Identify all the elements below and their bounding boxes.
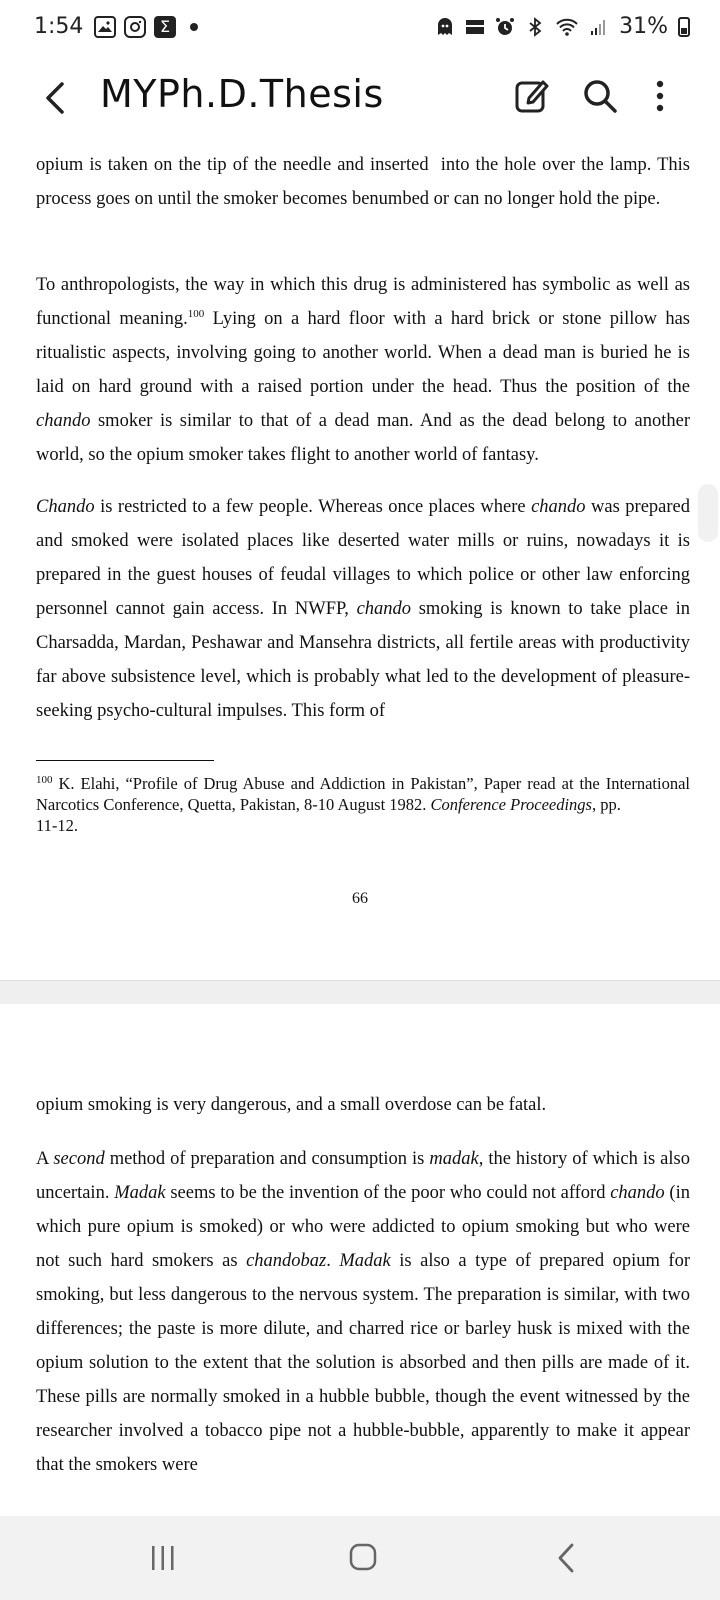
gallery-icon (94, 16, 116, 38)
alarm-icon (495, 17, 515, 37)
paragraph: opium is taken on the tip of the needle and inserted into the hole over the lamp. This process goes on until the smoker becomes benumbed or can no longer hold the pipe. (36, 155, 690, 209)
footnote-text: K. Elahi, “Profile of Drug Abuse and Addiction in Pakistan”, Paper read at the International Narcotics Conference, Quetta, Pakistan, 8-10 August 1982. Conference Proceedings, pp. 11-12. (36, 774, 690, 835)
document-page-67[interactable] (0, 1004, 720, 1516)
paragraph: opium smoking is very dangerous, and a small overdose can be fatal. (36, 1095, 547, 1115)
footnote-rule (36, 760, 214, 761)
recents-icon[interactable] (148, 1544, 178, 1572)
ghost-app-icon (435, 17, 455, 37)
more-vertical-icon[interactable] (648, 76, 672, 116)
wifi-icon (555, 17, 579, 37)
page-number: 66 (352, 890, 368, 907)
document-page-66[interactable] (0, 140, 720, 980)
notification-icons (94, 16, 198, 38)
sim-icon (465, 17, 485, 37)
scrollbar-thumb[interactable] (698, 484, 718, 542)
navigation-bar (0, 1516, 720, 1600)
battery-percent: 31% (619, 14, 668, 39)
paragraph: To anthropologists, the way in which this drug is administered has symbolic as well as functional meaning.$^{100}$ Lying on a hard floor with a hard brick or stone pillow has ritualistic aspects, involving going to another world. When a dead man is buried he is laid on hard ground with a raised portion under the head. Thus the position of the chando smoker is similar to that of a dead man. And as the dead belong to another world, so the opium smoker takes flight to another world of fantasy. (36, 275, 690, 465)
sigma-icon: Σ (154, 16, 176, 38)
paragraph: A second method of preparation and consumption is madak, the history of which is also uncertain. Madak seems to be the invention of the poor who could not afford chando (in which pure opium is smoked) or who were addicted to opium smoking but who were not such hard smokers as chandobaz. Madak is also a type of prepared opium for smoking, but less dangerous to the nervous system. The preparation is similar, with two differences; the paste is more dilute, and charred rice or barley husk is mixed with the opium solution to the extent that the solution is absorbed and then pills are made of it. These pills are normally smoked in a hubble bubble, though the event witnessed by the researcher involved a tobacco pipe not a hubble-bubble, apparently to make it appear that the smokers were (36, 1149, 691, 1475)
status-bar (0, 0, 720, 56)
instagram-icon (124, 16, 146, 38)
document-title: MYPh.D.Thesis (100, 72, 384, 116)
status-time: 1:54 (34, 14, 84, 39)
battery-icon (678, 17, 690, 37)
footnote (36, 770, 690, 836)
page-separator (0, 980, 720, 1006)
footnote-mark: 100 (36, 774, 53, 786)
app-bar (0, 56, 720, 141)
search-icon[interactable] (580, 76, 620, 116)
system-icons (435, 14, 690, 39)
signal-icon (589, 17, 609, 37)
back-icon[interactable] (36, 74, 76, 122)
home-icon[interactable] (348, 1542, 378, 1572)
nav-back-icon[interactable] (554, 1542, 578, 1574)
bluetooth-icon (525, 17, 545, 37)
edit-icon[interactable] (512, 76, 552, 116)
dot-icon (190, 23, 198, 31)
paragraph: Chando is restricted to a few people. Whereas once places where chando was prepared and smoked were isolated places like deserted water mills or ruins, nowadays it is prepared in the guest houses of feudal villages to which police or other law enforcing personnel cannot gain access. In NWFP, chando smoking is known to take place in Charsadda, Mardan, Peshawar and Mansehra districts, all fertile areas with productivity far above subsistence level, which is probably what led to the development of pleasure-seeking psycho-cultural impulses. This form of (36, 497, 690, 721)
